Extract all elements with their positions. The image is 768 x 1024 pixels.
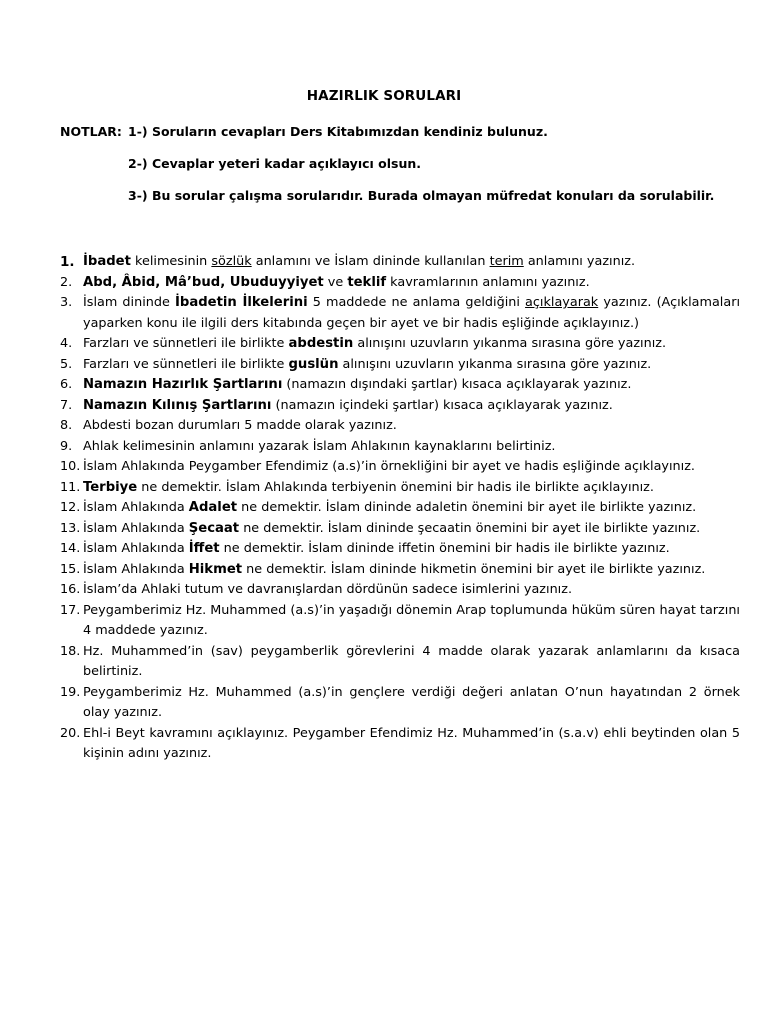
question-item-6 bbox=[60, 375, 740, 396]
underlined-term: terim bbox=[489, 254, 524, 269]
question-number: 14. bbox=[60, 541, 81, 556]
bold-term: abdestin bbox=[288, 336, 354, 351]
question-item-16 bbox=[60, 580, 740, 601]
question-number: 4. bbox=[60, 336, 73, 351]
question-text: kelimesinin bbox=[130, 254, 212, 269]
bold-term: Terbiye bbox=[83, 479, 138, 495]
question-number: 17. bbox=[60, 602, 81, 618]
question-text: Peygamberimiz Hz. Muhammed (a.s)’in gençlere verdiği değeri anlatan O’nun hayatından 2 örnek olay yazınız. bbox=[83, 684, 740, 720]
question-text: ne demektir. İslam dininde hikmetin önemini bir ayet ile birlikte yazınız. bbox=[242, 561, 706, 577]
bold-term: Şecaat bbox=[188, 520, 240, 536]
question-text: İslam Ahlakında Peygamber Efendimiz (a.s)’in örnekliğini bir ayet ve hadis eşliğinde açıklayınız. bbox=[83, 459, 695, 474]
question-item-20 bbox=[60, 724, 740, 765]
bold-term: Hikmet bbox=[188, 561, 243, 577]
question-number: 11. bbox=[60, 479, 81, 495]
bold-term: guslün bbox=[288, 356, 339, 372]
underlined-term: sözlük bbox=[211, 254, 252, 269]
question-text: 5 maddede ne anlama geldiğini bbox=[307, 295, 526, 310]
question-number: 1. bbox=[60, 254, 75, 270]
question-number: 13. bbox=[60, 520, 81, 536]
question-number: 6. bbox=[60, 377, 73, 392]
bold-term: İbadetin İlkelerini bbox=[174, 295, 308, 310]
question-text: İslam dininde bbox=[83, 295, 175, 310]
question-number: 3. bbox=[60, 295, 73, 310]
question-text: İslam’da Ahlaki tutum ve davranışlardan dördünün sadece isimlerini yazınız. bbox=[83, 582, 573, 597]
question-item-7 bbox=[60, 396, 740, 417]
note-item-3: 3-) Bu sorular çalışma sorularıdır. Burada olmayan müfredat konuları da sorulabilir. bbox=[128, 188, 715, 203]
question-number: 16. bbox=[60, 582, 81, 597]
question-text: (namazın içindeki şartlar) kısaca açıklayarak yazınız. bbox=[271, 397, 613, 413]
question-item-14 bbox=[60, 539, 740, 560]
question-text: alınışını uzuvların yıkanma sırasına göre yazınız. bbox=[353, 336, 667, 351]
question-text: ve bbox=[323, 274, 348, 290]
question-text: Ahlak kelimesinin anlamını yazarak İslam Ahlakının kaynaklarını belirtiniz. bbox=[83, 438, 556, 454]
question-list bbox=[60, 252, 740, 765]
question-item-3 bbox=[60, 293, 740, 334]
bold-term: Namazın Hazırlık Şartlarını bbox=[83, 377, 283, 392]
question-number: 9. bbox=[60, 438, 73, 454]
question-text: Ehl-i Beyt kavramını açıklayınız. Peygamber Efendimiz Hz. Muhammed’in (s.a.v) ehli beytinden olan 5 kişinin adını yazınız. bbox=[83, 725, 740, 761]
question-item-8 bbox=[60, 416, 740, 437]
question-text: Farzları ve sünnetleri ile birlikte bbox=[83, 356, 289, 372]
question-number: 2. bbox=[60, 274, 73, 290]
page-title: HAZIRLIK SORULARI bbox=[306, 88, 462, 104]
question-text: anlamını ve İslam dininde kullanılan bbox=[251, 254, 490, 269]
question-item-9 bbox=[60, 437, 740, 458]
question-number: 20. bbox=[60, 725, 81, 741]
question-text: ne demektir. İslam dininde şecaatin önemini bir ayet ile birlikte yazınız. bbox=[239, 520, 701, 536]
bold-term: İbadet bbox=[83, 254, 131, 269]
question-item-5 bbox=[60, 355, 740, 376]
question-item-18 bbox=[60, 642, 740, 683]
note-item-1: 1-) Soruların cevapları Ders Kitabımızdan kendiniz bulunuz. bbox=[128, 124, 548, 139]
question-number: 7. bbox=[60, 397, 73, 413]
question-text: anlamını yazınız. bbox=[523, 254, 636, 269]
question-item-2 bbox=[60, 273, 740, 294]
question-item-19 bbox=[60, 683, 740, 724]
bold-term: Abd, Âbid, Mâ’bud, Ubuduyyiyet bbox=[83, 274, 324, 290]
question-text: Peygamberimiz Hz. Muhammed (a.s)’in yaşadığı dönemin Arap toplumunda hüküm süren hayat tarzını 4 maddede yazınız. bbox=[83, 602, 740, 638]
question-number: 5. bbox=[60, 356, 73, 372]
question-number: 10. bbox=[60, 459, 81, 474]
question-item-4 bbox=[60, 334, 740, 355]
bold-term: İffet bbox=[188, 541, 220, 556]
note-item-2: 2-) Cevaplar yeteri kadar açıklayıcı olsun. bbox=[128, 156, 422, 171]
question-item-13 bbox=[60, 519, 740, 540]
question-text: Hz. Muhammed’in (sav) peygamberlik görevlerini 4 madde olarak yazarak anlamlarını da kısaca belirtiniz. bbox=[83, 643, 740, 679]
question-text: yazınız. (Açıklamaları yaparken konu ile ilgili ders kitabında geçen bir ayet ve bir hadis eşliğinde açıklayınız.) bbox=[83, 295, 741, 331]
question-item-15 bbox=[60, 560, 740, 581]
underlined-term: açıklayarak bbox=[525, 295, 599, 310]
question-text: (namazın dışındaki şartlar) kısaca açıklayarak yazınız. bbox=[282, 377, 632, 392]
question-item-12 bbox=[60, 498, 740, 519]
question-text: İslam Ahlakında bbox=[83, 541, 189, 556]
question-text: ne demektir. İslam Ahlakında terbiyenin önemini bir hadis ile birlikte açıklayınız. bbox=[137, 479, 654, 495]
question-text: ne demektir. İslam dininde iffetin önemini bir hadis ile birlikte yazınız. bbox=[219, 541, 670, 556]
question-number: 12. bbox=[60, 500, 81, 515]
question-text: İslam Ahlakında bbox=[83, 520, 189, 536]
question-number: 19. bbox=[60, 684, 81, 700]
question-text: Abdesti bozan durumları 5 madde olarak yazınız. bbox=[83, 418, 397, 433]
bold-term: Adalet bbox=[188, 500, 238, 515]
question-text: İslam Ahlakında bbox=[83, 561, 189, 577]
question-text: alınışını uzuvların yıkanma sırasına göre yazınız. bbox=[338, 356, 652, 372]
question-number: 15. bbox=[60, 561, 81, 577]
question-number: 18. bbox=[60, 643, 81, 659]
notes-label: NOTLAR: bbox=[60, 124, 122, 139]
bold-term: teklif bbox=[347, 274, 387, 290]
question-number: 8. bbox=[60, 418, 73, 433]
question-text: İslam Ahlakında bbox=[83, 500, 189, 515]
question-item-17 bbox=[60, 601, 740, 642]
question-item-11 bbox=[60, 478, 740, 499]
question-text: ne demektir. İslam dininde adaletin önemini bir ayet ile birlikte yazınız. bbox=[237, 500, 697, 515]
question-item-10 bbox=[60, 457, 740, 478]
question-text: kavramlarının anlamını yazınız. bbox=[386, 274, 590, 290]
question-item-1 bbox=[60, 252, 740, 273]
question-text: Farzları ve sünnetleri ile birlikte bbox=[83, 336, 289, 351]
bold-term: Namazın Kılınış Şartlarını bbox=[83, 397, 272, 413]
